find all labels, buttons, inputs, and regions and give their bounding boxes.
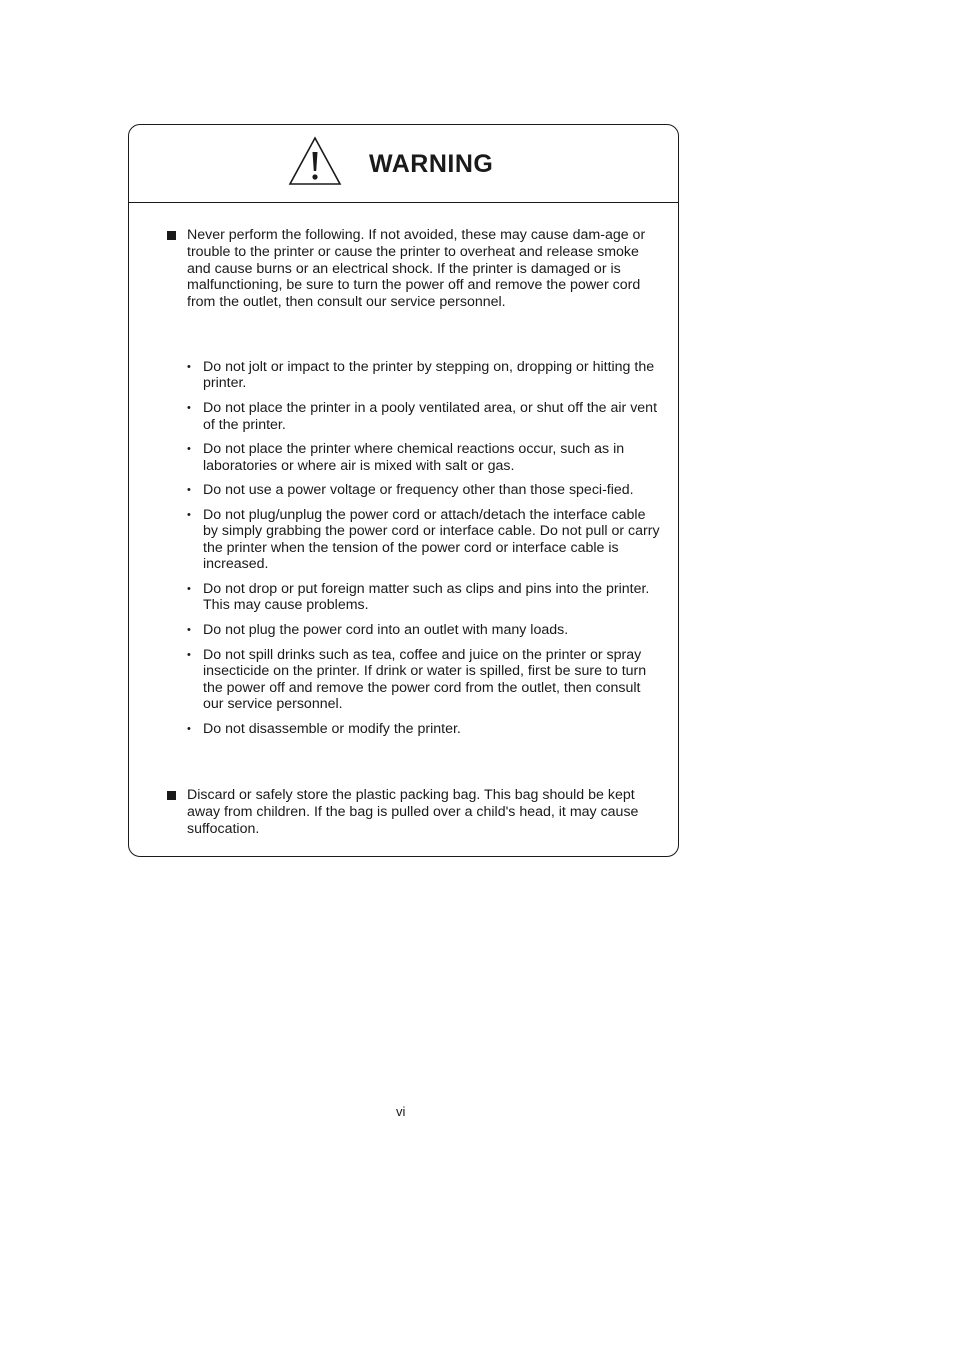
warning-triangle-icon [287, 135, 343, 187]
list-item: • Do not place the printer where chemical reactions occur, such as in laboratories or where air is mixed with salt or gas. [187, 441, 662, 474]
list-item: • Do not plug/unplug the power cord or attach/detach the interface cable by simply grabbing the power cord or interface cable. Do not pull or carry the printer when the tension of the power cord or interface cable is increased. [187, 507, 662, 573]
list-item: • Do not spill drinks such as tea, coffee and juice on the printer or spray insecticide on the printer. If drink or water is spilled, first be sure to turn the power off and remove the power cord from the outlet, then consult our service personnel. [187, 647, 662, 713]
warning-header [129, 125, 678, 203]
list-item: • Do not use a power voltage or frequency other than those speci-fied. [187, 482, 662, 498]
warning-box [128, 124, 679, 857]
list-item: • Do not plug the power cord into an outlet with many loads. [187, 622, 662, 638]
list-item: • Do not place the printer in a pooly ventilated area, or shut off the air vent of the printer. [187, 400, 662, 433]
warning-title: WARNING [369, 150, 494, 178]
square-bullet-icon [167, 231, 176, 240]
list-item: • Do not jolt or impact to the printer by stepping on, dropping or hitting the printer. [187, 359, 662, 392]
warning-section-never [167, 227, 647, 311]
list-item: • Do not drop or put foreign matter such as clips and pins into the printer. This may cause problems. [187, 581, 662, 614]
square-bullet-icon [167, 791, 176, 800]
page-number: vi [396, 1104, 406, 1119]
warning-section-packing-bag [167, 787, 647, 837]
section-text: Discard or safely store the plastic packing bag. This bag should be kept away from children. If the bag is pulled over a child's head, it may cause suffocation. [187, 787, 639, 837]
section-text: Never perform the following. If not avoided, these may cause dam-age or trouble to the printer or cause the printer to overheat and release smoke and cause burns or an electrical shock. If the printer is damaged or is malfunctioning, be sure to turn the power off and remove the power cord from the outlet, then consult our service personnel. [187, 227, 646, 311]
warning-item-list [187, 359, 662, 745]
list-item: • Do not disassemble or modify the printer. [187, 721, 662, 737]
